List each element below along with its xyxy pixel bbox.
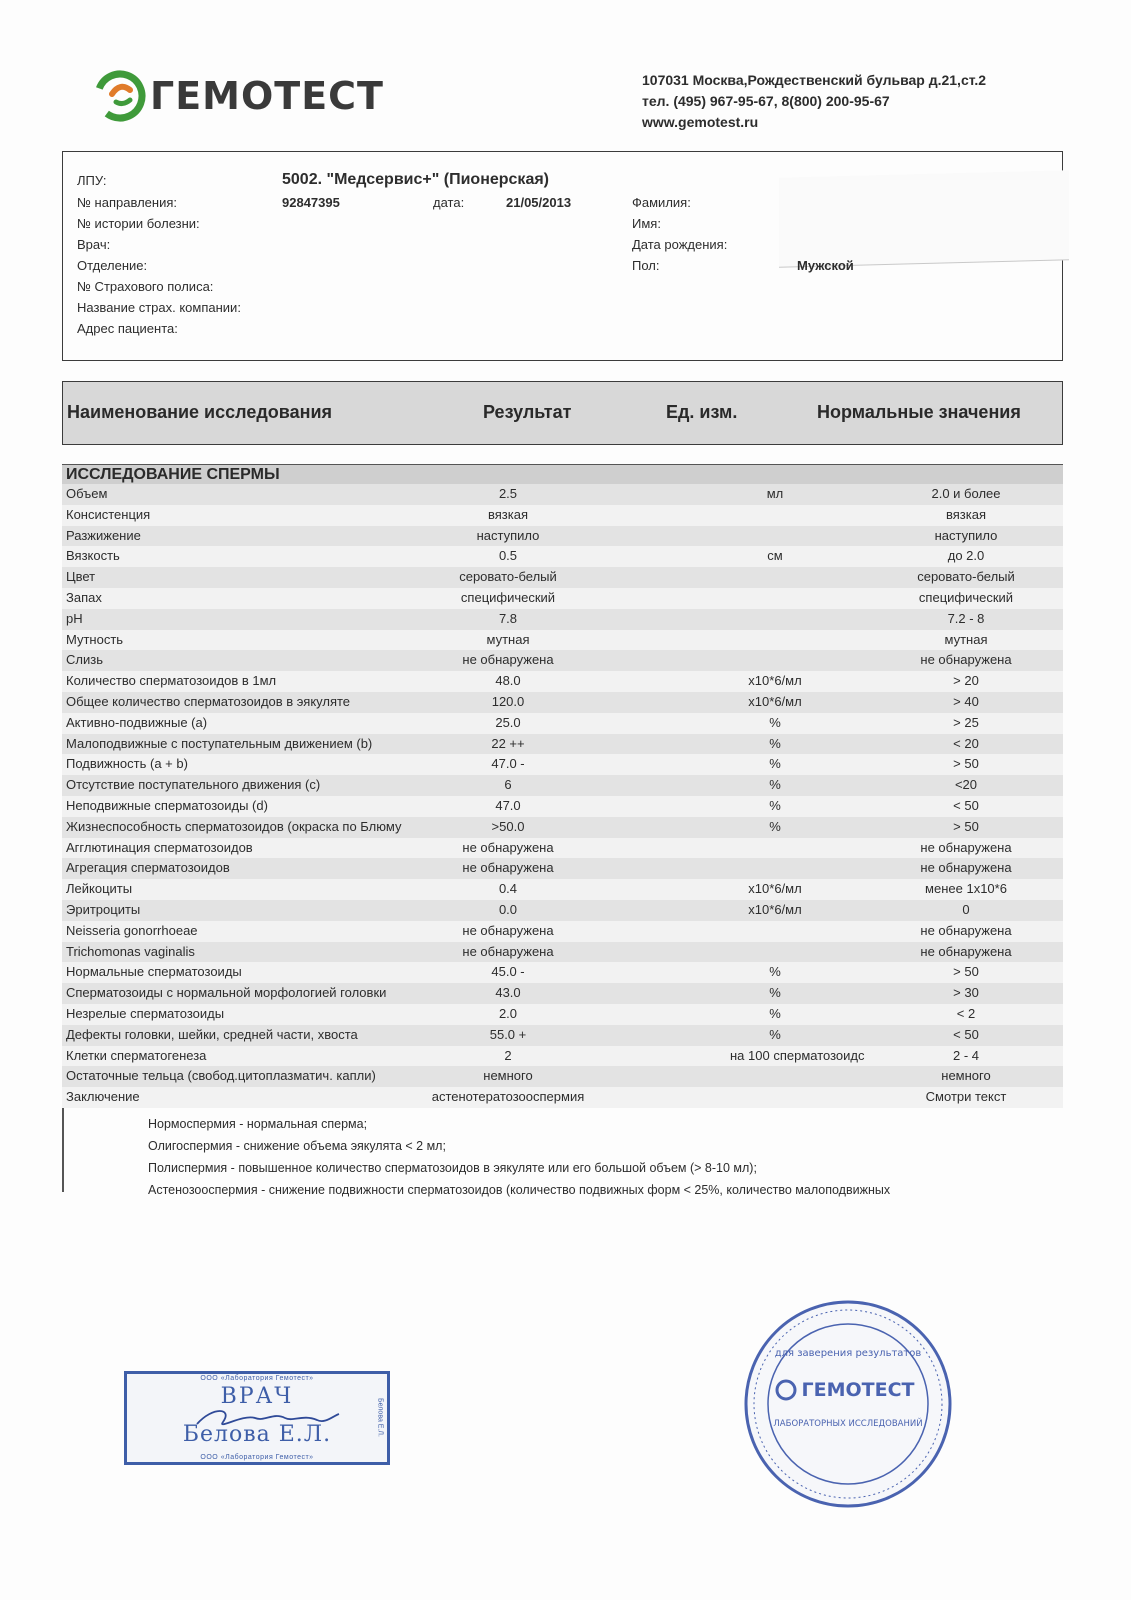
norm-cell: > 25	[953, 714, 979, 730]
unit-cell: %	[769, 1005, 781, 1021]
norm-cell: мутная	[944, 631, 988, 647]
norm-cell: не обнаружена	[920, 943, 1012, 959]
patient-address-label: Адрес пациента:	[77, 321, 178, 336]
name-label: Имя:	[632, 216, 661, 231]
norm-cell: не обнаружена	[920, 839, 1012, 855]
test-name-cell: Neisseria gonorrhoeae	[66, 922, 198, 938]
table-row	[62, 609, 1063, 630]
unit-cell: x10*6/мл	[748, 901, 802, 917]
table-row	[62, 567, 1063, 588]
table-row	[62, 650, 1063, 671]
result-cell: 2.0	[498, 1005, 518, 1021]
doctor-stamp-name: Белова Е.Л.	[182, 1422, 332, 1447]
lab-address: 107031 Москва,Рождественский бульвар д.21,ст.2	[642, 72, 987, 88]
department-label: Отделение:	[77, 258, 148, 273]
norm-cell: > 50	[953, 964, 979, 980]
gemotest-logo-icon	[92, 68, 148, 124]
column-name-header: Наименование исследования	[67, 402, 333, 422]
birth-date-label: Дата рождения:	[632, 237, 728, 252]
column-norm-header: Нормальные значения	[817, 402, 1021, 422]
result-cell: не обнаружена	[462, 860, 554, 876]
result-cell: 120.0	[491, 693, 525, 709]
lab-contacts	[642, 70, 986, 133]
result-cell: 2	[504, 1047, 512, 1063]
norm-cell: не обнаружена	[920, 652, 1012, 668]
table-row	[62, 879, 1063, 900]
result-cell: 0.5	[498, 548, 518, 564]
test-name-cell: pH	[66, 610, 83, 626]
table-row	[62, 942, 1063, 963]
test-name-cell: Слизь	[66, 652, 103, 668]
unit-cell: %	[769, 985, 781, 1001]
table-row	[62, 962, 1063, 983]
conclusion-notes	[148, 1113, 890, 1201]
sex-value: Мужской	[797, 258, 854, 273]
norm-cell: не обнаружена	[920, 860, 1012, 876]
lab-round-stamp	[742, 1298, 954, 1510]
note-line: Олигоспермия - снижение объема эякулята < 2 мл;	[148, 1139, 446, 1153]
column-result-header: Результат	[483, 402, 572, 422]
table-row	[62, 983, 1063, 1004]
insurance-company-label: Название страх. компании:	[77, 300, 241, 315]
doctor-stamp-bottom-text: ООО «Лаборатория Гемотест»	[200, 1454, 314, 1461]
table-row	[62, 775, 1063, 796]
table-row	[62, 588, 1063, 609]
test-name-cell: Клетки сперматогенеза	[66, 1047, 207, 1063]
result-cell: не обнаружена	[462, 922, 554, 938]
test-name-cell: Trichomonas vaginalis	[66, 943, 195, 959]
table-row	[62, 900, 1063, 921]
norm-cell: немного	[941, 1068, 991, 1084]
norm-cell: 7.2 - 8	[947, 610, 985, 626]
test-name-cell: Незрелые сперматозоиды	[66, 1005, 225, 1021]
test-name-cell: Сперматозоиды с нормальной морфологией головки	[66, 985, 387, 1001]
result-cell: 25.0	[495, 714, 521, 730]
column-unit-header: Ед. изм.	[666, 402, 738, 422]
test-name-cell: Подвижность (a + b)	[66, 756, 188, 772]
norm-cell: < 2	[956, 1005, 976, 1021]
unit-cell: %	[769, 818, 781, 834]
result-cell: специфический	[460, 589, 556, 605]
doctor-label: Врач:	[77, 237, 111, 252]
table-row	[62, 671, 1063, 692]
norm-cell: менее 1x10*6	[925, 881, 1007, 897]
result-cell: не обнаружена	[462, 839, 554, 855]
lpu-label: ЛПУ:	[77, 173, 107, 188]
date-value: 21/05/2013	[506, 195, 572, 210]
table-row	[62, 1087, 1063, 1108]
unit-cell: мл	[766, 486, 784, 501]
note-line: Нормоспермия - нормальная сперма;	[148, 1117, 368, 1131]
patient-info-box	[62, 151, 1063, 361]
history-no-label: № истории болезни:	[77, 216, 200, 231]
table-row	[62, 505, 1063, 526]
norm-cell: > 50	[953, 818, 979, 834]
result-cell: 2.5	[498, 486, 518, 501]
referral-no-label: № направления:	[77, 195, 177, 210]
unit-cell: %	[769, 714, 781, 730]
test-name-cell: Количество сперматозоидов в 1мл	[66, 673, 277, 689]
unit-cell: x10*6/мл	[748, 693, 802, 709]
lpu-value: 5002. "Медсервис+" (Пионерская)	[282, 171, 549, 188]
table-row	[62, 1004, 1063, 1025]
note-line: Астенозооспермия - снижение подвижности сперматозоидов (количество подвижных форм < 25%, количество малоподвижных	[148, 1183, 891, 1197]
norm-cell: < 20	[953, 735, 979, 751]
result-cell: астенотератозооспермия	[431, 1089, 585, 1105]
doctor-stamp-title: ВРАЧ	[220, 1384, 294, 1409]
result-cell: не обнаружена	[462, 652, 554, 668]
result-cell: 7.8	[498, 610, 518, 626]
norm-cell: 2 - 4	[952, 1047, 979, 1063]
result-cell: не обнаружена	[462, 943, 554, 959]
test-name-cell: Дефекты головки, шейки, средней части, хвоста	[66, 1026, 358, 1042]
norm-cell: < 50	[953, 797, 979, 813]
test-name-cell: Активно-подвижные (a)	[66, 714, 208, 730]
test-name-cell: Нормальные сперматозоиды	[66, 964, 242, 980]
test-name-cell: Отсутствие поступательного движения (c)	[66, 777, 321, 793]
table-row	[62, 734, 1063, 755]
norm-cell: вязкая	[945, 506, 986, 522]
norm-cell: серовато-белый	[917, 569, 1015, 585]
table-row	[62, 817, 1063, 838]
norm-cell: <20	[954, 777, 978, 793]
norm-cell: Смотри текст	[925, 1089, 1007, 1105]
result-cell: 55.0 +	[489, 1026, 527, 1042]
surname-label: Фамилия:	[632, 195, 691, 210]
table-row	[62, 858, 1063, 879]
table-row	[62, 754, 1063, 775]
unit-cell: %	[769, 1026, 781, 1042]
table-row	[62, 692, 1063, 713]
test-name-cell: Мутность	[66, 631, 124, 647]
norm-cell: > 40	[953, 693, 979, 709]
test-name-cell: Лейкоциты	[66, 881, 133, 897]
test-name-cell: Общее количество сперматозоидов в эякуляте	[66, 693, 351, 709]
table-row	[62, 546, 1063, 567]
sex-label: Пол:	[632, 258, 660, 273]
table-row	[62, 796, 1063, 817]
table-row	[62, 713, 1063, 734]
gemotest-logo	[92, 68, 384, 124]
lab-website[interactable]: www.gemotest.ru	[642, 114, 759, 130]
result-cell: 22 ++	[491, 735, 525, 751]
result-cell: >50.0	[491, 818, 525, 834]
norm-cell: > 50	[953, 756, 979, 772]
test-name-cell: Остаточные тельца (свобод.цитоплазматич. капли)	[66, 1068, 376, 1084]
test-name-cell: Агглютинация сперматозоидов	[66, 839, 253, 855]
test-name-cell: Разжижение	[66, 527, 141, 543]
test-name-cell: Жизнеспособность сперматозоидов (окраска по Блюму	[66, 818, 402, 834]
unit-cell: %	[769, 797, 781, 813]
result-cell: 0.0	[498, 901, 518, 917]
unit-cell: на 100 сперматозоидс	[730, 1047, 865, 1063]
result-cell: мутная	[486, 631, 530, 647]
test-name-cell: Заключение	[66, 1089, 140, 1105]
norm-cell: не обнаружена	[920, 922, 1012, 938]
note-line: Полиспермия - повышенное количество сперматозоидов в эякуляте или его большой объем (> 8-10 мл);	[148, 1161, 757, 1175]
lab-stamp-top-text: для заверения результатов	[774, 1348, 922, 1359]
table-row	[62, 921, 1063, 942]
doctor-stamp	[124, 1371, 390, 1465]
test-name-cell: Агрегация сперматозоидов	[66, 860, 230, 876]
unit-cell: %	[769, 964, 781, 980]
lab-stamp-brand: ГЕМОТЕСТ	[801, 1379, 915, 1401]
unit-cell: %	[769, 756, 781, 772]
test-name-cell: Малоподвижные с поступательным движением (b)	[66, 735, 373, 751]
norm-cell: наступило	[934, 527, 998, 543]
test-name-cell: Вязкость	[66, 548, 120, 564]
unit-cell: %	[769, 777, 781, 793]
norm-cell: > 30	[953, 985, 979, 1001]
table-row	[62, 484, 1063, 505]
section-title: ИССЛЕДОВАНИЕ СПЕРМЫ	[62, 464, 1063, 484]
test-name-cell: Эритроциты	[66, 901, 141, 917]
redacted-area	[779, 170, 1069, 268]
unit-cell: см	[767, 548, 783, 564]
norm-cell: < 50	[953, 1026, 979, 1042]
norm-cell: до 2.0	[947, 548, 985, 564]
table-row	[62, 1025, 1063, 1046]
unit-cell: %	[769, 735, 781, 751]
table-row	[62, 526, 1063, 547]
doctor-stamp-side-text: Белова Е.Л.	[376, 1398, 384, 1437]
test-name-cell: Цвет	[66, 569, 96, 585]
results-table	[62, 484, 1063, 1108]
result-cell: 0.4	[498, 881, 518, 897]
table-row	[62, 630, 1063, 651]
test-name-cell: Неподвижные сперматозоиды (d)	[66, 797, 268, 813]
norm-cell: 0	[962, 901, 970, 917]
unit-cell: x10*6/мл	[748, 881, 802, 897]
result-cell: 47.0 -	[491, 756, 525, 772]
table-row	[62, 1066, 1063, 1087]
table-row	[62, 1046, 1063, 1067]
unit-cell: x10*6/мл	[748, 673, 802, 689]
result-cell: 6	[504, 777, 512, 793]
result-cell: 47.0	[495, 797, 521, 813]
lab-stamp-bottom-text: ЛАБОРАТОРНЫХ ИССЛЕДОВАНИЙ	[773, 1419, 923, 1429]
doctor-stamp-top-text: ООО «Лаборатория Гемотест»	[200, 1375, 314, 1382]
result-cell: вязкая	[487, 506, 528, 522]
logo-text: ГЕМОТЕСТ	[150, 74, 384, 118]
date-label: дата:	[433, 195, 465, 210]
result-cell: наступило	[476, 527, 540, 543]
insurance-no-label: № Страхового полиса:	[77, 279, 214, 294]
norm-cell: 2.0 и более	[931, 486, 1001, 501]
result-cell: немного	[483, 1068, 533, 1084]
results-column-header	[62, 381, 1063, 445]
result-cell: 48.0	[495, 673, 521, 689]
table-row	[62, 838, 1063, 859]
referral-no-value: 92847395	[282, 195, 340, 210]
result-cell: 43.0	[495, 985, 521, 1001]
norm-cell: специфический	[918, 589, 1014, 605]
result-cell: 45.0 -	[491, 964, 525, 980]
lab-phone: тел. (495) 967-95-67, 8(800) 200-95-67	[642, 93, 890, 109]
test-name-cell: Объем	[66, 486, 108, 501]
test-name-cell: Консистенция	[66, 506, 151, 522]
norm-cell: > 20	[953, 673, 979, 689]
result-cell: серовато-белый	[459, 569, 557, 585]
test-name-cell: Запах	[66, 589, 102, 605]
